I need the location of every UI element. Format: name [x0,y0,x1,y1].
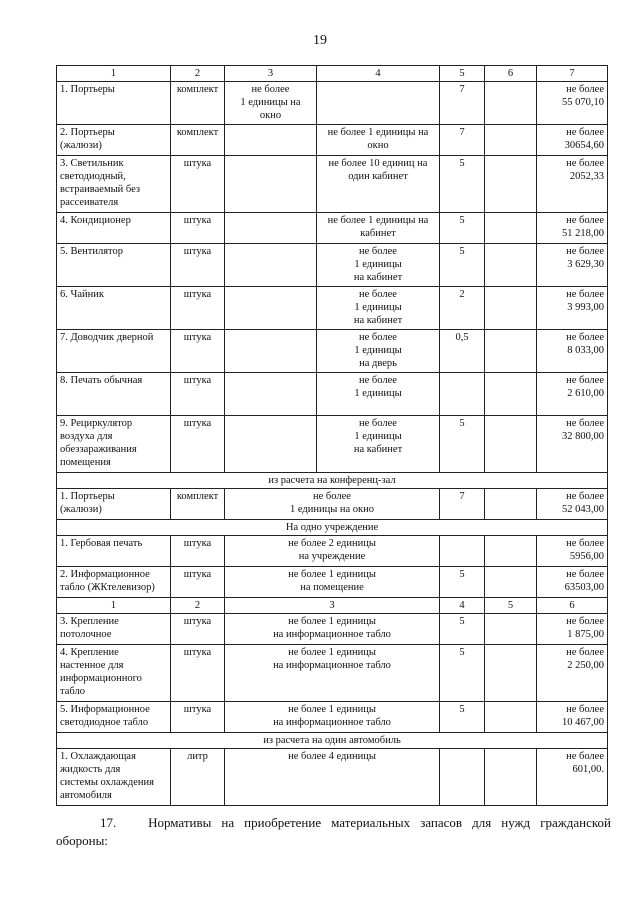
item-term: 2 [440,287,485,330]
item-term: 5 [440,244,485,287]
item-unit: штука [171,614,225,645]
item-empty [485,125,537,156]
table-row [57,536,608,567]
table-row [57,373,608,416]
item-price: не более 63503,00 [537,567,608,598]
item-unit: штука [171,702,225,733]
item-empty [485,489,537,520]
item-quantity [225,330,317,373]
section-heading: На одно учреждение [57,520,608,536]
item-norm [317,82,440,125]
item-name: 7. Доводчик дверной [57,330,171,373]
item-name: 8. Печать обычная [57,373,171,416]
header-cell: 3 [225,598,440,614]
item-empty [485,567,537,598]
item-empty [485,536,537,567]
item-price: не более 1 875,00 [537,614,608,645]
item-name: 6. Чайник [57,287,171,330]
item-term: 5 [440,416,485,473]
item-unit: штука [171,373,225,416]
item-term: 7 [440,125,485,156]
item-empty [485,416,537,473]
paragraph-number: 17. [100,815,117,830]
item-empty [485,213,537,244]
item-unit: литр [171,749,225,806]
item-term [440,373,485,416]
item-empty [485,645,537,702]
header-cell: 1 [57,598,171,614]
table-row [57,213,608,244]
item-name: 1. Гербовая печать [57,536,171,567]
section-heading: из расчета на один автомобиль [57,733,608,749]
item-name: 4. Крепление настенное для информационного табло [57,645,171,702]
header-row-2 [57,598,608,614]
table-row [57,330,608,373]
item-quantity [225,416,317,473]
item-quantity [225,287,317,330]
item-norm: не более 1 единицы [317,373,440,416]
item-term: 7 [440,82,485,125]
header-cell: 4 [440,598,485,614]
item-quantity [225,244,317,287]
item-price: не более 55 070,10 [537,82,608,125]
item-unit: штука [171,416,225,473]
item-term: 5 [440,645,485,702]
table-row [57,156,608,213]
item-term: 0,5 [440,330,485,373]
section-car [57,733,608,749]
item-term: 7 [440,489,485,520]
section-institution [57,520,608,536]
item-unit: штука [171,213,225,244]
item-unit: штука [171,567,225,598]
table-row [57,416,608,473]
table-row [57,702,608,733]
item-name: 1. Портьеры [57,82,171,125]
item-norm: не более 1 единицы на информационное табло [225,645,440,702]
header-cell: 1 [57,66,171,82]
item-unit: комплект [171,125,225,156]
item-term: 5 [440,213,485,244]
item-name: 1. Охлаждающая жидкость для системы охлаждения автомобиля [57,749,171,806]
item-price: не более 2 250,00 [537,645,608,702]
item-empty [485,82,537,125]
item-unit: комплект [171,82,225,125]
item-norm: не более 1 единицы на окно [225,489,440,520]
item-norm: не более 4 единицы [225,749,440,806]
item-name: 9. Рециркулятор воздуха для обеззараживания помещения [57,416,171,473]
item-price: не более 3 629,30 [537,244,608,287]
item-name: 1. Портьеры (жалюзи) [57,489,171,520]
item-price: не более 2052,33 [537,156,608,213]
header-cell: 6 [537,598,608,614]
item-unit: комплект [171,489,225,520]
header-cell: 2 [171,66,225,82]
item-norm: не более 1 единицы на информационное табло [225,702,440,733]
item-unit: штука [171,330,225,373]
section-conference [57,473,608,489]
item-norm: не более 2 единицы на учреждение [225,536,440,567]
item-empty [485,614,537,645]
item-term: 5 [440,567,485,598]
item-price: не более 30654,60 [537,125,608,156]
item-name: 2. Информационное табло (ЖКтелевизор) [57,567,171,598]
item-empty [485,330,537,373]
item-unit: штука [171,244,225,287]
table-row [57,244,608,287]
item-norm: не более 1 единицы на помещение [225,567,440,598]
item-price: не более 51 218,00 [537,213,608,244]
header-cell: 2 [171,598,225,614]
table-row [57,489,608,520]
item-term [440,749,485,806]
header-cell: 5 [440,66,485,82]
item-name: 3. Светильник светодиодный, встраиваемый без рассеивателя [57,156,171,213]
item-empty [485,702,537,733]
item-name: 2. Портьеры (жалюзи) [57,125,171,156]
item-price: не более 52 043,00 [537,489,608,520]
table-row [57,567,608,598]
item-norm: не более 1 единицы на окно [317,125,440,156]
page-number: 19 [313,33,327,48]
header-cell: 6 [485,66,537,82]
item-price: не более 601,00. [537,749,608,806]
item-empty [485,156,537,213]
item-name: 4. Кондиционер [57,213,171,244]
item-empty [485,287,537,330]
item-empty [485,373,537,416]
paragraph-17 [56,814,611,850]
header-cell: 4 [317,66,440,82]
item-norm: не более 1 единицы на дверь [317,330,440,373]
item-term: 5 [440,156,485,213]
table-row [57,287,608,330]
header-cell: 3 [225,66,317,82]
item-price: не более 8 033,00 [537,330,608,373]
item-price: не более 2 610,00 [537,373,608,416]
item-unit: штука [171,156,225,213]
item-quantity [225,373,317,416]
header-cell: 5 [485,598,537,614]
item-quantity: не более 1 единицы на окно [225,82,317,125]
norms-table [56,65,608,806]
table-row [57,82,608,125]
item-term: 5 [440,614,485,645]
table-row [57,125,608,156]
item-norm: не более 1 единицы на информационное табло [225,614,440,645]
table-row [57,614,608,645]
item-name: 3. Крепление потолочное [57,614,171,645]
item-quantity [225,125,317,156]
item-norm: не более 1 единицы на кабинет [317,213,440,244]
section-heading: из расчета на конференц-зал [57,473,608,489]
item-empty [485,244,537,287]
header-row [57,66,608,82]
item-unit: штука [171,645,225,702]
item-norm: не более 1 единицы на кабинет [317,287,440,330]
item-price: не более 10 467,00 [537,702,608,733]
item-term: 5 [440,702,485,733]
item-quantity [225,156,317,213]
item-price: не более 3 993,00 [537,287,608,330]
item-unit: штука [171,536,225,567]
item-norm: не более 10 единиц на один кабинет [317,156,440,213]
item-price: не более 32 800,00 [537,416,608,473]
table-row [57,645,608,702]
item-name: 5. Информационное светодиодное табло [57,702,171,733]
item-norm: не более 1 единицы на кабинет [317,416,440,473]
paragraph-text: Нормативы на приобретение материальных запасов для нужд гражданской обороны: [56,815,612,848]
item-term [440,536,485,567]
item-name: 5. Вентилятор [57,244,171,287]
table-row [57,749,608,806]
header-cell: 7 [537,66,608,82]
item-price: не более 5956,00 [537,536,608,567]
item-quantity [225,213,317,244]
item-empty [485,749,537,806]
item-norm: не более 1 единицы на кабинет [317,244,440,287]
item-unit: штука [171,287,225,330]
